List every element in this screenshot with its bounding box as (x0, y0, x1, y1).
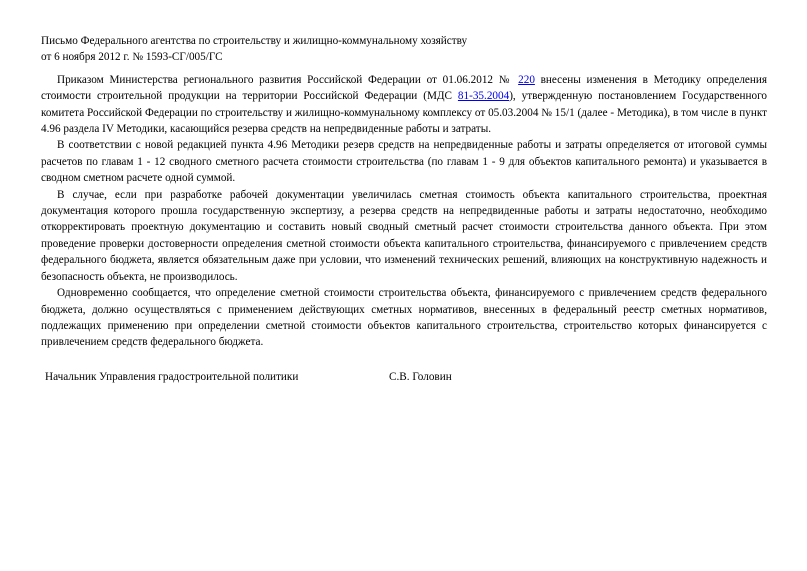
mds-81-35-2004-link[interactable]: 81-35.2004 (457, 90, 510, 103)
order-220-link[interactable]: 220 (518, 73, 535, 86)
signature-block (41, 369, 767, 385)
document-body (41, 72, 767, 351)
paragraph-3: В случае, если при разработке рабочей документации увеличилась сметная стоимость объекта капитального строительства, проектная документация которого прошла государственную экспертизу, а резерва средств на непредвиденные работы и затраты недостаточно, необходимо откорректировать проектную документацию и составить новый сводный сметный расчет стоимости строительства данного объекта. При этом проведение проверки достоверности определения сметной стоимости объекта капитального строительства, финансируемого с привлечением средств федерального бюджета, является обязательным даже при условии, что изменений технических решений, влияющих на конструктивную надежность и безопасность объекта, не производилось. (41, 188, 767, 283)
paragraph-1 (41, 72, 767, 138)
signature-position: Начальник Управления градостроительной политики (45, 370, 299, 383)
document-header (41, 33, 767, 66)
header-title: Письмо Федерального агентства по строительству и жилищно-коммунальному хозяйству (41, 35, 468, 47)
paragraph-1-text-c: ), утвержденную постановлением Государственного комитета Российской Федерации по строительству и жилищно-коммунальному комплексу от 05.03.2004 № 15/1 (далее - Методика), в том числе в пункт 4.96 раздела IV Методики, касающийся резерва средств на непредвиденные работы и затраты. (41, 90, 767, 136)
paragraph-4: Одновременно сообщается, что определение сметной стоимости строительства объекта, финансируемого с привлечением средств федерального бюджета, должно осуществляться с применением действующих сметных нормативов, внесенных в федеральный реестр сметных нормативов, подлежащих применению при определении сметной стоимости объектов капитального строительства, строительство которых финансируется с привлечением средств федерального бюджета. (41, 287, 767, 349)
paragraph-1-text-b: внесены изменения в Методику определения стоимости строительной продукции на территории Российской Федерации (МДС (41, 73, 767, 103)
paragraph-1-text-a: Приказом Министерства регионального развития Российской Федерации от 01.06.2012 № (57, 73, 519, 86)
signature-name: С.В. Головин (389, 370, 452, 383)
header-date-number: от 6 ноября 2012 г. № 1593-СГ/005/ГС (41, 51, 223, 64)
paragraph-2: В соответствии с новой редакцией пункта 4.96 Методики резерв средств на непредвиденные работы и затраты определяется от итоговой суммы расчетов по главам 1 - 12 сводного сметного расчета стоимости строительства (по главам 1 - 9 для объектов капитального ремонта) и указывается в сводном сметном расчете одной суммой. (41, 139, 767, 185)
